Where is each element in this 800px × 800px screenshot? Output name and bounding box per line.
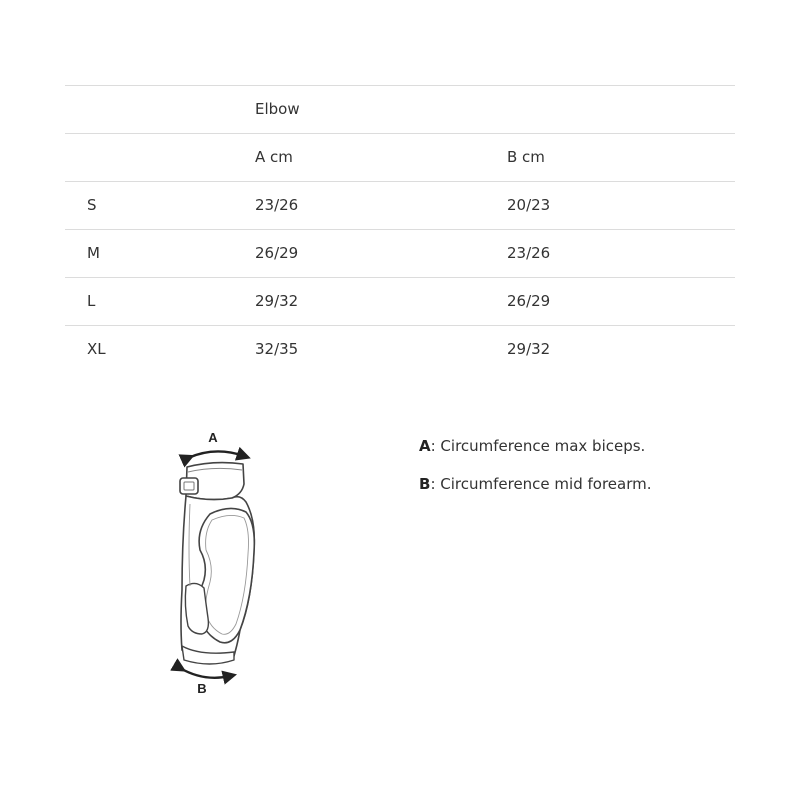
legend-item-a	[419, 432, 779, 460]
legend-key: B	[419, 475, 431, 493]
a-value-cell: 26/29	[255, 244, 299, 262]
table-row	[65, 181, 735, 229]
b-value-cell: 29/32	[507, 340, 551, 358]
b-value-cell: 20/23	[507, 196, 551, 214]
size-table	[65, 85, 735, 373]
column-header-b: B cm	[507, 148, 545, 166]
forearm-pad	[185, 583, 208, 634]
label-a: A	[208, 430, 218, 445]
size-cell: M	[87, 244, 100, 262]
table-group-header-row	[65, 85, 735, 133]
table-row	[65, 325, 735, 373]
a-value-cell: 23/26	[255, 196, 299, 214]
legend-item-b	[419, 470, 779, 498]
size-cell: S	[87, 196, 97, 214]
measurement-legend	[419, 432, 779, 508]
strap-buckle	[180, 478, 198, 494]
b-value-cell: 26/29	[507, 292, 551, 310]
legend-text: : Circumference max biceps.	[430, 437, 646, 455]
measure-b-arrow	[180, 668, 230, 678]
legend-text: : Circumference mid forearm.	[430, 475, 652, 493]
size-cell: L	[87, 292, 96, 310]
column-header-a: A cm	[255, 148, 293, 166]
table-row	[65, 277, 735, 325]
elbow-pad-diagram	[160, 420, 280, 710]
a-value-cell: 29/32	[255, 292, 299, 310]
table-row	[65, 229, 735, 277]
legend-key: A	[419, 437, 431, 455]
size-cell: XL	[87, 340, 106, 358]
a-value-cell: 32/35	[255, 340, 299, 358]
elbow-pad-icon	[160, 420, 280, 710]
table-column-header-row	[65, 133, 735, 181]
measure-a-arrow	[188, 451, 244, 458]
group-label-elbow: Elbow	[255, 100, 300, 118]
b-value-cell: 23/26	[507, 244, 551, 262]
label-b: B	[197, 681, 207, 696]
